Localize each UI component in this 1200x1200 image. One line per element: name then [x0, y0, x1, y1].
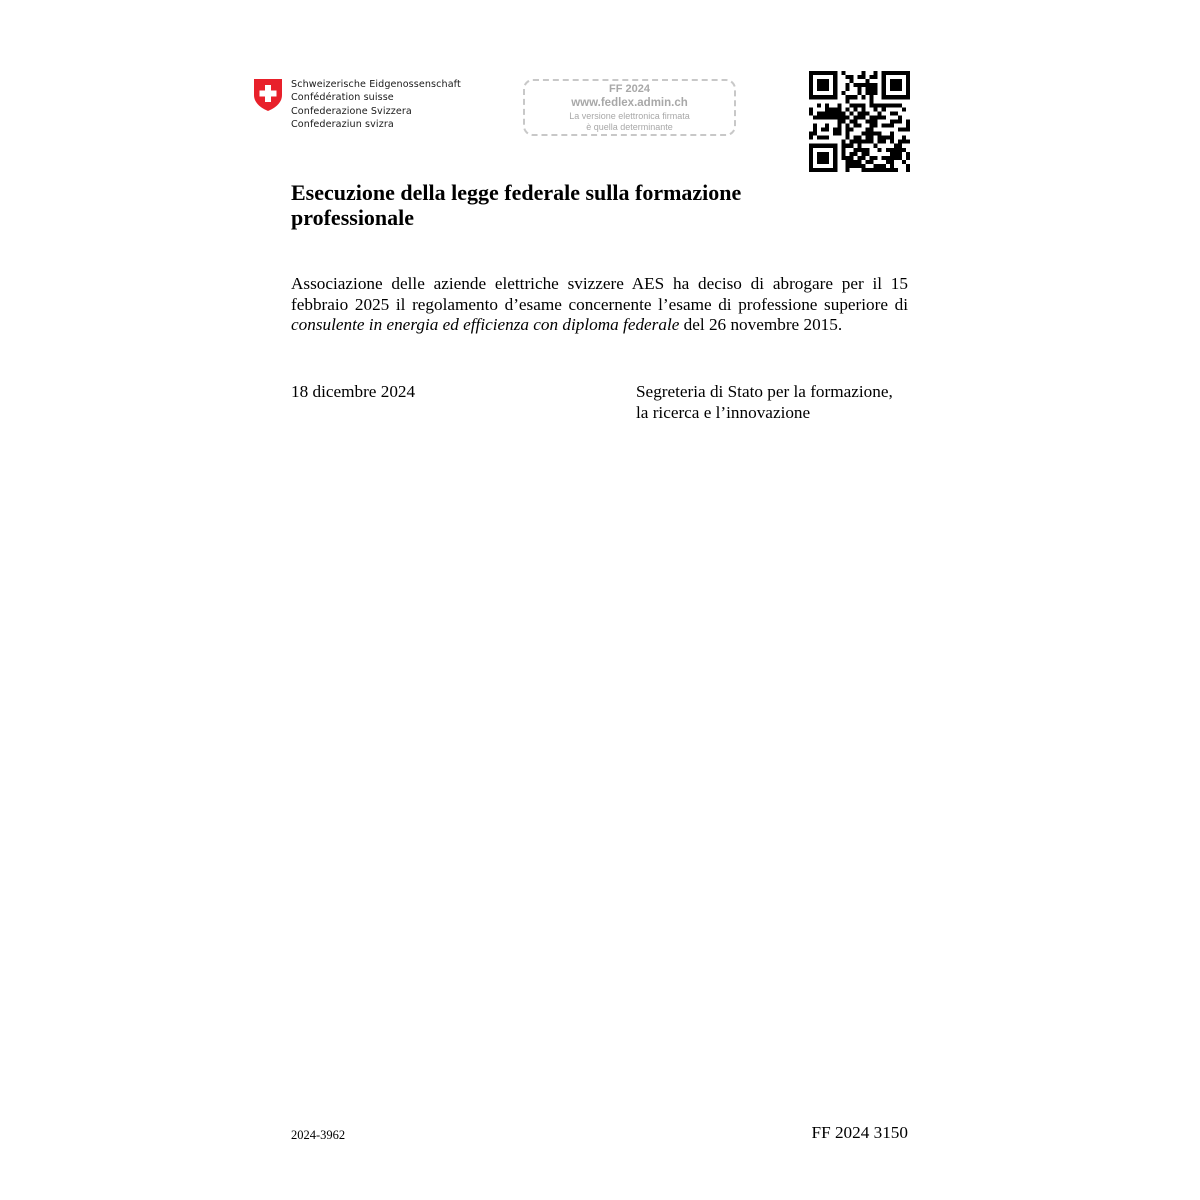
- body-text-after: del 26 novembre 2015.: [679, 315, 843, 334]
- signature-authority: [636, 382, 893, 423]
- confederation-name-fr: Confédération suisse: [291, 92, 394, 104]
- body-paragraph: [291, 274, 908, 336]
- signature-date: 18 dicembre 2024: [291, 382, 416, 401]
- confederation-name-it: Confederazione Svizzera: [291, 105, 412, 117]
- document-title: Esecuzione della legge federale sulla formazione professionale: [291, 180, 742, 230]
- publication-reference: FF 2024 3150: [811, 1123, 908, 1142]
- document-id: 2024-3962: [291, 1128, 346, 1142]
- authority-line-1: Segreteria di Stato per la formazione,: [636, 382, 893, 401]
- confederation-name-de: Schweizerische Eidgenossenschaft: [291, 79, 461, 90]
- stamp-note-line2: è quella determinante: [586, 122, 673, 132]
- qr-code-icon: [809, 71, 910, 172]
- body-text-italic: consulente in energia ed efficienza con diploma federale: [291, 315, 680, 334]
- body-text-before: Associazione delle aziende elettriche svizzere AES ha deciso di abrogare per il 15 febbraio 2025 il regolamento d’esame concernente l’esame di professione superiore di: [291, 274, 908, 314]
- stamp-publication: FF 2024: [609, 83, 650, 95]
- swiss-cross-shield-icon: [253, 78, 283, 112]
- stamp-note-line1: La versione elettronica firmata: [569, 111, 690, 121]
- electronic-version-stamp: [523, 79, 736, 136]
- confederation-name-rm: Confederaziun svizra: [291, 118, 394, 130]
- authority-line-2: la ricerca e l’innovazione: [636, 402, 811, 422]
- confederation-names: [291, 78, 461, 131]
- stamp-url: www.fedlex.admin.ch: [571, 97, 688, 109]
